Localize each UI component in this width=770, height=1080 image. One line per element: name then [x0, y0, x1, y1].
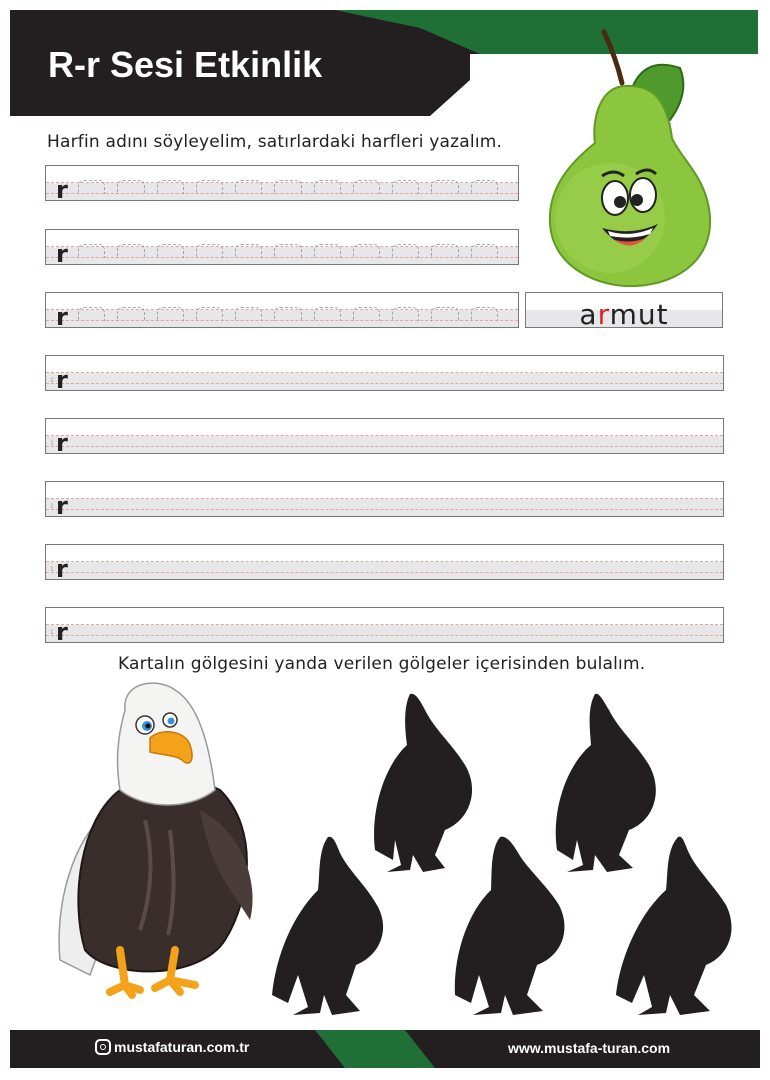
writing-row[interactable]: 1 r: [45, 607, 724, 643]
model-letter: r: [56, 555, 68, 580]
eagle-silhouette[interactable]: [610, 835, 740, 1020]
model-letter: r: [56, 366, 68, 391]
letter-trace-guides: [78, 244, 510, 258]
eagle-illustration: [50, 680, 270, 1000]
instagram-icon: [95, 1039, 111, 1055]
writing-row[interactable]: 1 r: [45, 481, 724, 517]
writing-row[interactable]: [45, 229, 519, 265]
model-letter: r: [56, 240, 68, 265]
writing-row[interactable]: 1 r: [45, 355, 724, 391]
website-link[interactable]: www.mustafa-turan.com: [508, 1040, 671, 1056]
footer-accent: [315, 1030, 435, 1068]
model-letter: r: [56, 303, 68, 328]
instagram-text: mustafaturan.com.tr: [114, 1039, 250, 1055]
example-word: armut: [579, 298, 669, 331]
word-box: [525, 292, 723, 331]
letter-trace-guides: [78, 180, 510, 194]
page-title: R-r Sesi Etkinlik: [48, 44, 323, 85]
model-letter: r: [56, 429, 68, 454]
eagle-silhouette[interactable]: [445, 835, 575, 1020]
pear-illustration: [540, 28, 720, 293]
model-letter: r: [56, 176, 68, 201]
writing-row[interactable]: 1 r: [45, 418, 724, 454]
highlighted-letter: r: [597, 298, 610, 331]
eagle-silhouette[interactable]: [268, 835, 393, 1020]
letter-trace-guides: [78, 307, 510, 321]
instagram-handle[interactable]: [95, 1039, 249, 1055]
model-letter: r: [56, 492, 68, 517]
writing-row[interactable]: 1 r: [45, 544, 724, 580]
model-letter: r: [56, 618, 68, 643]
footer-bar: [10, 1030, 760, 1068]
writing-instruction: Harfin adını söyleyelim, satırlardaki harfleri yazalım.: [47, 132, 503, 152]
writing-row[interactable]: [45, 292, 519, 328]
writing-row[interactable]: [45, 165, 519, 201]
shadow-instruction: Kartalın gölgesini yanda verilen gölgeler içerisinden bulalım.: [118, 654, 646, 674]
